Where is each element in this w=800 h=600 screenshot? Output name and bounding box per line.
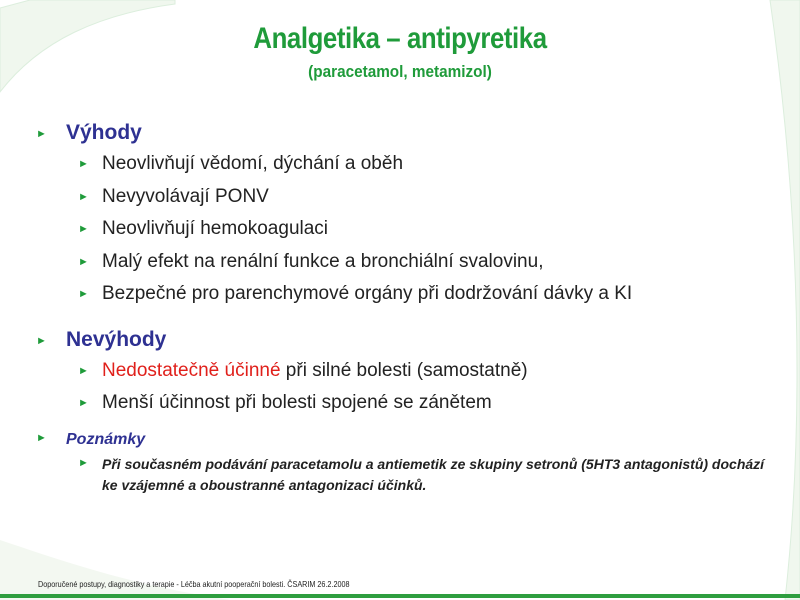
list-item (36, 355, 776, 388)
section-heading-advantages (36, 118, 776, 148)
bullet-arrow-icon: ► (78, 190, 89, 203)
heading-text: Poznámky (66, 430, 146, 448)
bullet-arrow-icon: ► (78, 255, 89, 268)
bullet-arrow-icon: ► (78, 158, 89, 170)
bullet-arrow-icon: ► (36, 128, 47, 140)
list-item (36, 387, 776, 420)
slide-title: Analgetika – antipyretika (253, 22, 547, 55)
list-item-text: Bezpečné pro parenchymové orgány při dodržování dávky a KI (102, 283, 633, 304)
list-item (36, 246, 776, 279)
list-item-text: Neovlivňují vědomí, dýchání a oběh (102, 153, 404, 174)
heading-text: Výhody (66, 121, 142, 144)
list-item (36, 213, 776, 246)
list-item-text: Nevyvolávají PONV (102, 185, 269, 207)
bullet-arrow-icon: ► (36, 431, 47, 444)
list-item-text: Neovlivňují hemokoagulaci (102, 218, 329, 239)
list-item-text: Menší účinnost při bolesti spojené se zánětem (102, 392, 492, 413)
list-item (36, 181, 776, 214)
bullet-arrow-icon: ► (78, 456, 89, 469)
heading-text: Nevýhody (66, 327, 167, 351)
footer-citation: Doporučené postupy, diagnostiky a terapie - Léčba akutní pooperační bolesti. ČSARIM 26.2.2008 (38, 579, 350, 589)
bullet-arrow-icon: ► (78, 223, 89, 235)
section-heading-notes (36, 428, 776, 452)
list-item (36, 278, 776, 311)
decorative-swoosh-bottom-left (0, 540, 230, 600)
list-item (36, 148, 776, 181)
slide-subtitle: (paracetamol, metamizol) (308, 62, 492, 81)
section-heading-disadvantages (36, 325, 776, 355)
bullet-arrow-icon: ► (36, 334, 47, 347)
bullet-list (36, 118, 776, 496)
highlighted-text: Nedostatečně účinné (102, 359, 281, 381)
list-item-text: při silné bolesti (samostatně) (280, 359, 528, 381)
bullet-arrow-icon: ► (78, 397, 89, 409)
bullet-arrow-icon: ► (78, 288, 89, 300)
note-item (36, 452, 776, 496)
bullet-arrow-icon: ► (78, 364, 89, 377)
note-text: Při současném podávání paracetamolu a antiemetik ze skupiny setronů (5HT3 antagonistů) dochází ke vzájemné a oboustranné antagonizaci účinků. (102, 455, 765, 493)
list-item-text: Malý efekt na renální funkce a bronchiální svalovinu, (102, 250, 544, 272)
